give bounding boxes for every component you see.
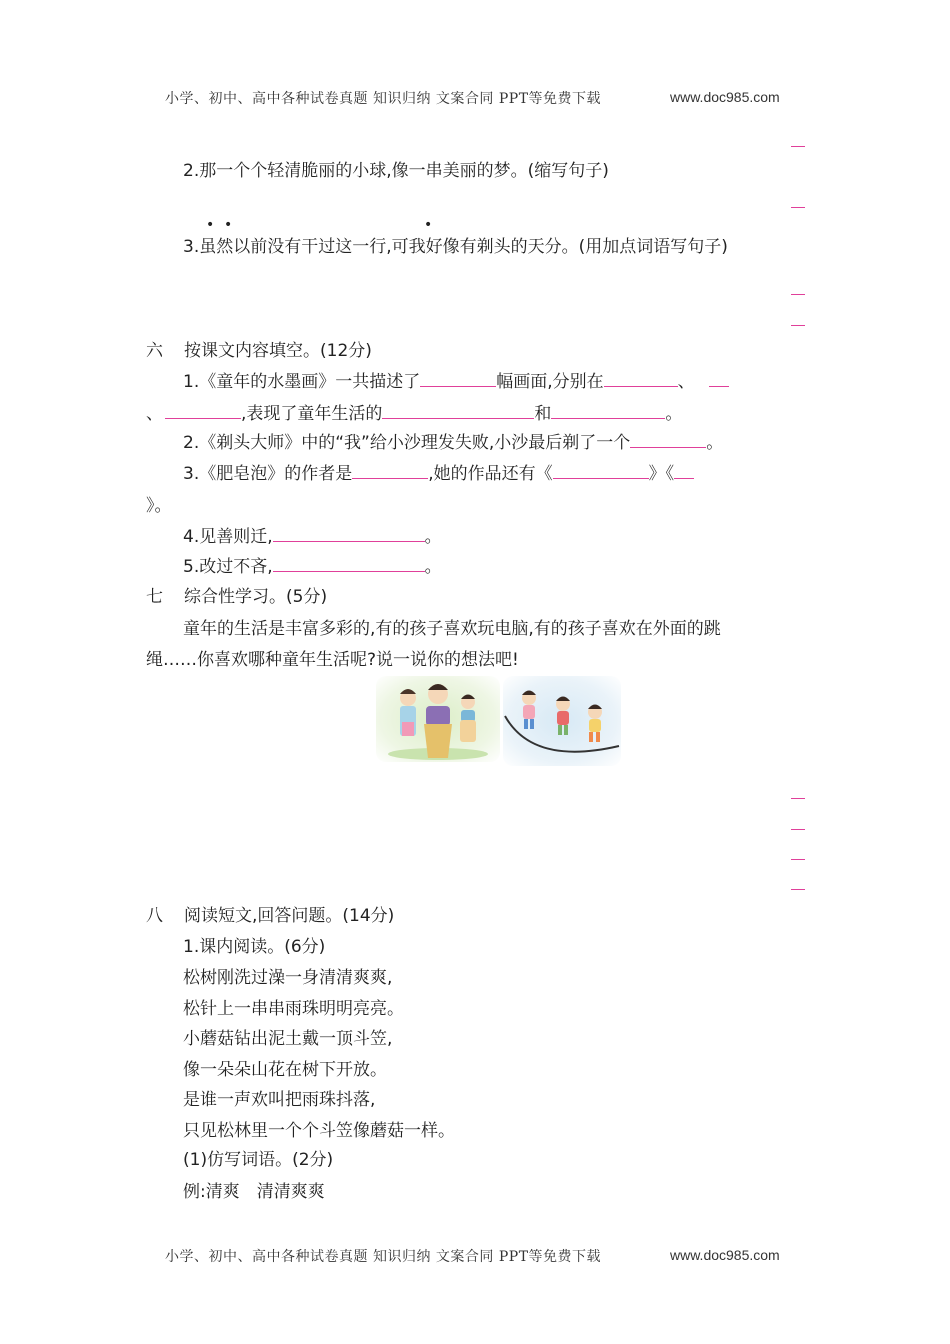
text: 、 <box>677 372 695 392</box>
margin-mark <box>791 859 805 860</box>
text: 和 <box>534 404 552 424</box>
text: ,表现了童年生活的 <box>241 404 383 424</box>
answer-blank[interactable] <box>352 464 428 479</box>
text: 。 <box>424 527 442 547</box>
text: 5.改过不吝, <box>183 557 273 577</box>
emphasis-dot: • <box>224 217 233 233</box>
answer-blank[interactable] <box>273 527 425 542</box>
text: ,她的作品还有《 <box>428 464 553 484</box>
example-line: 例:清爽 清清爽爽 <box>183 1182 325 1202</box>
poem-line: 小蘑菇钻出泥土戴一顶斗笠, <box>183 1029 393 1049</box>
q5-item-2: 2.那一个个轻清脆丽的小球,像一串美丽的梦。(缩写句子) <box>183 161 609 181</box>
answer-blank[interactable] <box>604 372 678 387</box>
text: 1.《童年的水墨画》一共描述了 <box>183 372 421 392</box>
answer-blank[interactable] <box>674 464 694 479</box>
footer-url[interactable]: www.doc985.com <box>670 1247 780 1263</box>
margin-mark <box>791 798 805 799</box>
section-number: 八 <box>146 906 163 926</box>
margin-mark <box>791 146 805 147</box>
section-title: 综合性学习。(5分) <box>184 587 328 607</box>
margin-mark <box>791 294 805 295</box>
text: 。 <box>665 404 683 424</box>
fill-line-6 <box>183 522 442 547</box>
section-7-heading <box>146 582 327 607</box>
section-7-paragraph-line-2: 绳……你喜欢哪种童年生活呢?说一说你的想法吧! <box>146 650 519 670</box>
text: 》《 <box>648 464 675 484</box>
jump-rope-illustration <box>503 676 621 766</box>
poem-line: 只见松林里一个个斗笠像蘑菇一样。 <box>183 1121 455 1141</box>
answer-blank[interactable] <box>553 464 649 479</box>
text: 。 <box>706 433 724 453</box>
fill-line-3 <box>183 428 723 453</box>
margin-mark <box>791 325 805 326</box>
poem-line: 是谁一声欢叫把雨珠抖落, <box>183 1090 376 1110</box>
answer-blank[interactable] <box>273 557 425 572</box>
poem-line: 松针上一串串雨珠明明亮亮。 <box>183 999 404 1019</box>
margin-mark <box>791 889 805 890</box>
fill-line-1 <box>183 367 729 392</box>
text: 、 <box>146 404 163 424</box>
sack-race-illustration <box>376 676 500 762</box>
fill-line-2 <box>146 399 682 424</box>
poem-line: 像一朵朵山花在树下开放。 <box>183 1060 387 1080</box>
emphasis-dot: • <box>206 217 215 233</box>
q5-item-3: 3.虽然以前没有干过这一行,可我好像有剃头的天分。(用加点词语写句子) <box>183 237 728 257</box>
header-text: 小学、初中、高中各种试卷真题 知识归纳 文案合同 PPT等免费下载 <box>165 91 602 107</box>
section-number: 六 <box>146 341 163 361</box>
section-7-paragraph-line-1: 童年的生活是丰富多彩的,有的孩子喜欢玩电脑,有的孩子喜欢在外面的跳 <box>183 619 721 639</box>
text: 3.《肥皂泡》的作者是 <box>183 464 353 484</box>
fill-line-7 <box>183 552 442 577</box>
text: 幅画面,分别在 <box>496 372 604 392</box>
answer-blank[interactable] <box>709 372 729 387</box>
answer-blank[interactable] <box>630 433 706 448</box>
text: 4.见善则迁, <box>183 527 273 547</box>
section-title: 按课文内容填空。(12分) <box>184 341 372 361</box>
section-6-heading <box>146 336 372 361</box>
subquestion-heading: 1.课内阅读。(6分) <box>183 937 326 957</box>
header-url[interactable]: www.doc985.com <box>670 89 780 105</box>
fill-line-4 <box>183 459 694 484</box>
section-8-heading <box>146 901 394 926</box>
section-title: 阅读短文,回答问题。(14分) <box>184 906 395 926</box>
text: 2.《剃头大师》中的“我”给小沙理发失败,小沙最后剃了一个 <box>183 433 631 453</box>
answer-blank[interactable] <box>382 404 534 419</box>
margin-mark <box>791 207 805 208</box>
answer-blank[interactable] <box>551 404 665 419</box>
fill-line-5: 》。 <box>146 496 172 516</box>
text: 。 <box>424 557 442 577</box>
poem-line: 松树刚洗过澡一身清清爽爽, <box>183 968 393 988</box>
question-1: (1)仿写词语。(2分) <box>183 1150 334 1170</box>
emphasis-dot: • <box>424 217 433 233</box>
answer-blank[interactable] <box>420 372 496 387</box>
footer-text: 小学、初中、高中各种试卷真题 知识归纳 文案合同 PPT等免费下载 <box>165 1249 602 1265</box>
answer-blank[interactable] <box>165 404 241 419</box>
margin-mark <box>791 829 805 830</box>
section-number: 七 <box>146 587 163 607</box>
